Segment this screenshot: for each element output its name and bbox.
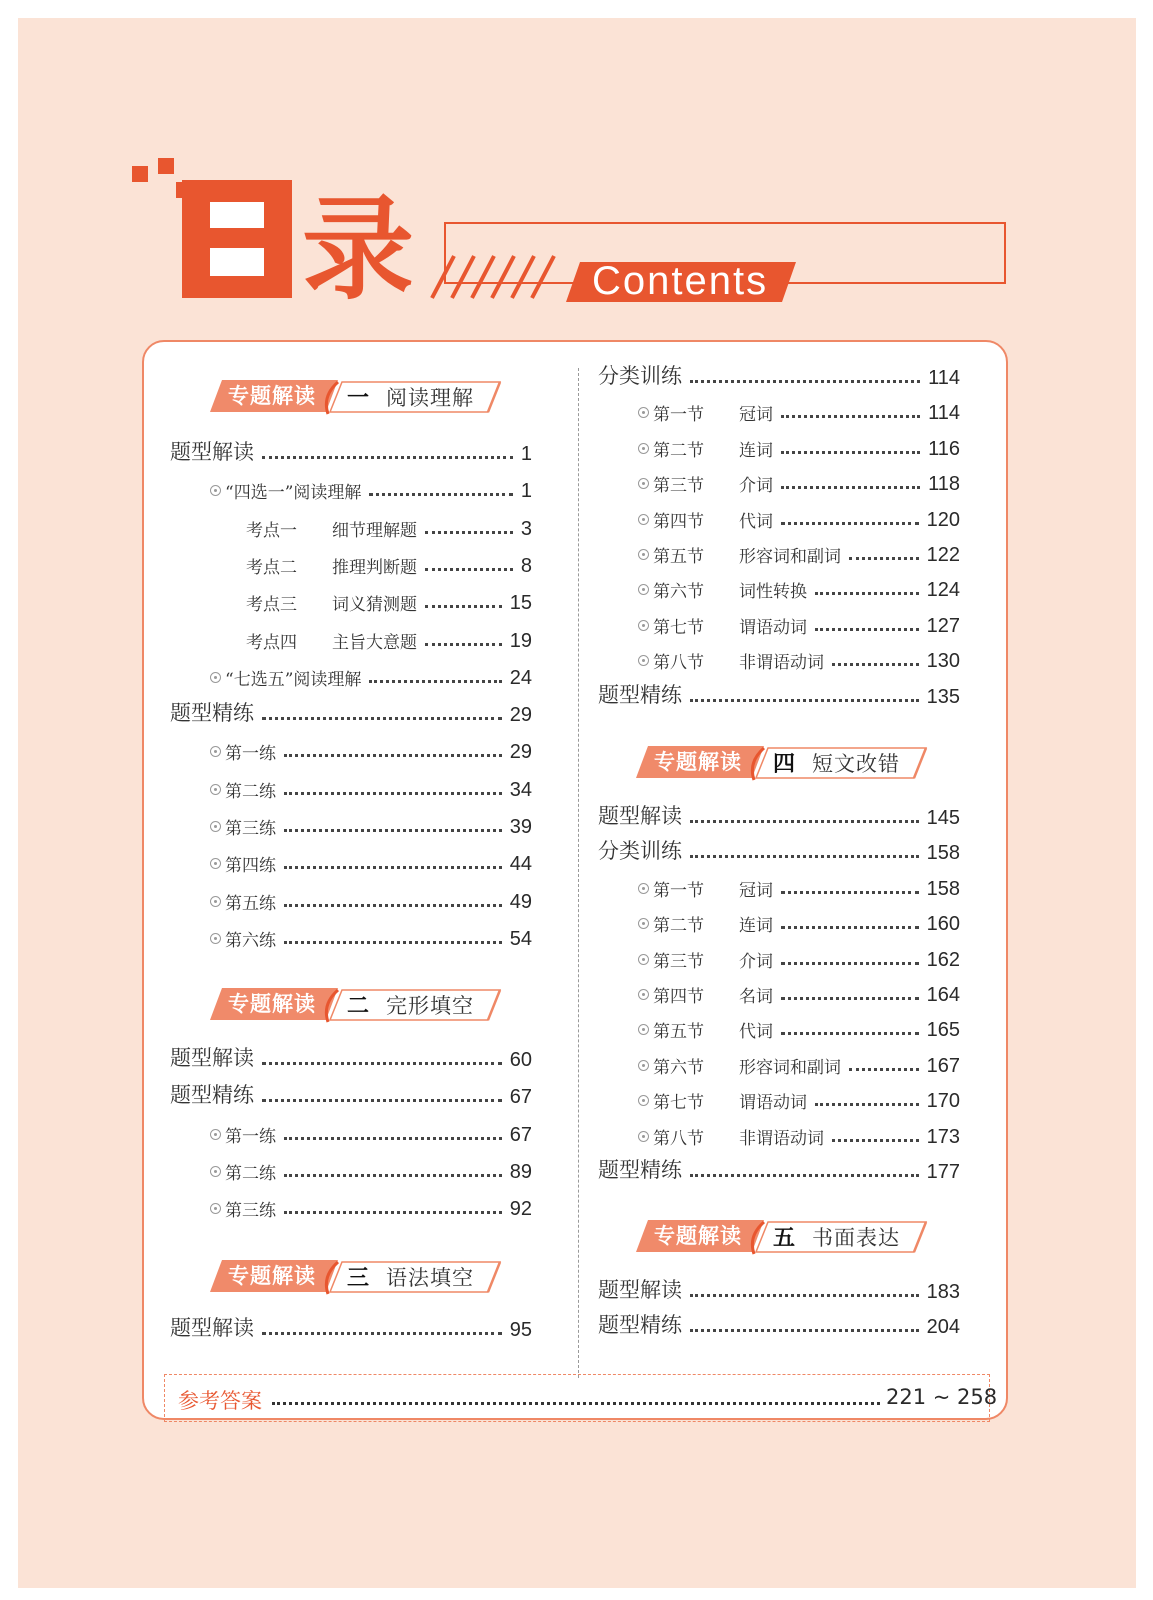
section-title[interactable]: 短文改错 [812, 752, 900, 776]
toc-entry-page: 170 [926, 1090, 960, 1113]
bullet-icon [210, 858, 221, 869]
column-divider [578, 368, 579, 1378]
toc-entry-label [210, 478, 361, 503]
dot-leader [690, 855, 919, 858]
toc-entry-prefix: 第三节 [653, 951, 704, 972]
dot-leader [781, 522, 919, 525]
toc-entry-label [246, 516, 417, 541]
toc-entry[interactable] [638, 643, 960, 673]
toc-entry-label [170, 1079, 254, 1109]
bullet-icon [210, 933, 221, 944]
bullet-icon [638, 989, 649, 1000]
toc-entry-page: 118 [928, 473, 960, 496]
toc-entry-page: 54 [509, 927, 532, 950]
toc-entry-label [210, 889, 276, 914]
toc-entry-page: 204 [926, 1316, 960, 1339]
dot-leader [815, 628, 919, 631]
bullet-icon [210, 1166, 221, 1177]
dot-leader [262, 1099, 502, 1102]
dot-leader [284, 904, 502, 907]
toc-entry-subtitle: 代词 [739, 511, 773, 532]
toc-entry-label [210, 777, 276, 802]
dot-leader [262, 717, 502, 720]
toc-entry-label [638, 507, 773, 532]
toc-entry-prefix: 考点四 [246, 632, 297, 653]
toc-entry-title: 题型精练 [598, 1158, 682, 1182]
toc-entry-page: 173 [926, 1125, 960, 1148]
toc-entry-title: 第四练 [225, 856, 276, 877]
bullet-icon [210, 485, 221, 496]
toc-entry-page: 164 [926, 984, 960, 1006]
dot-leader [815, 1103, 919, 1106]
toc-entry-page: 67 [509, 1086, 532, 1109]
toc-entry-page: 95 [509, 1319, 532, 1341]
toc-entry-page: 1 [520, 443, 532, 465]
toc-entry-title: 第六练 [225, 930, 276, 951]
dot-leader [690, 380, 920, 383]
bullet-icon [210, 672, 221, 683]
toc-entry[interactable] [598, 679, 960, 709]
bullet-icon [638, 918, 649, 929]
bullet-icon [638, 478, 649, 489]
toc-entry-page: 1 [520, 480, 532, 503]
toc-entry-label [638, 577, 807, 602]
toc-entry-prefix: 第二节 [653, 916, 704, 937]
dot-leader [849, 557, 919, 560]
bullet-icon [210, 746, 221, 757]
toc-entry-title: 第五练 [225, 893, 276, 914]
toc-entry[interactable] [598, 1274, 960, 1304]
toc-entry-label [246, 628, 417, 653]
decor-square [158, 158, 174, 174]
dot-leader [690, 1174, 919, 1177]
toc-entry[interactable] [638, 1083, 960, 1113]
toc-entry[interactable] [638, 906, 960, 936]
toc-entry[interactable] [170, 697, 532, 727]
toc-entry-prefix: 第二节 [653, 440, 704, 461]
toc-entry-page: 89 [509, 1160, 532, 1183]
toc-entry-label [638, 947, 773, 972]
toc-entry[interactable] [598, 360, 960, 390]
dot-leader [284, 1137, 502, 1140]
toc-entry-label [598, 1274, 682, 1304]
toc-entry-subtitle: 介词 [739, 951, 773, 972]
toc-entry-prefix: 第四节 [653, 987, 704, 1007]
toc-entry[interactable] [170, 436, 532, 466]
toc-entry-page: 162 [926, 948, 960, 971]
toc-entry-prefix: 考点二 [246, 557, 297, 578]
toc-entry-label [638, 1017, 773, 1042]
toc-entry-page: 67 [509, 1123, 532, 1146]
toc-entry-title: 题型解读 [598, 804, 682, 828]
dot-leader [781, 486, 920, 489]
toc-entry-label [210, 739, 276, 764]
dot-leader [284, 1174, 502, 1177]
toc-entry-subtitle: 非谓语动词 [739, 653, 824, 674]
dot-leader [690, 699, 919, 702]
toc-entry[interactable] [210, 846, 532, 876]
dot-leader [284, 866, 502, 869]
title-logo [182, 160, 422, 310]
section-number: 四 [772, 751, 795, 777]
dot-leader [369, 680, 501, 683]
toc-entry[interactable] [170, 1312, 532, 1342]
toc-entry-page: 177 [926, 1161, 960, 1183]
toc-entry-label [598, 679, 682, 709]
toc-entry-prefix: 第八节 [653, 653, 704, 674]
toc-entry-label [210, 851, 276, 876]
toc-entry-title: 题型精练 [170, 701, 254, 726]
toc-entry-page: 8 [520, 554, 532, 577]
toc-entry-title: 第二练 [225, 781, 276, 802]
dot-leader [425, 531, 513, 534]
toc-entry-label [210, 814, 276, 839]
dot-leader [284, 754, 502, 757]
dot-leader [284, 792, 502, 795]
toc-entry-label [638, 400, 773, 425]
bullet-icon [638, 514, 649, 525]
bullet-icon [210, 1129, 221, 1140]
toc-entry[interactable] [210, 734, 532, 764]
toc-entry-subtitle: 名词 [739, 987, 773, 1007]
toc-entry-label [638, 1088, 807, 1113]
toc-entry-page: 165 [926, 1019, 960, 1042]
toc-entry[interactable] [638, 537, 960, 567]
toc-entry-prefix: 第七节 [653, 617, 704, 638]
toc-entry-label [246, 553, 417, 578]
toc-entry-label [210, 926, 276, 951]
bullet-icon [210, 821, 221, 832]
toc-entry-prefix: 第五节 [653, 547, 704, 567]
toc-entry-prefix: 第六节 [653, 582, 704, 603]
toc-entry[interactable] [638, 466, 960, 496]
dot-leader [262, 1062, 502, 1065]
section-header [210, 376, 510, 418]
toc-entry-subtitle: 词性转换 [739, 582, 807, 603]
toc-entry-subtitle: 介词 [739, 476, 773, 497]
toc-entry-subtitle: 谓语动词 [739, 1093, 807, 1114]
toc-entry-page: 145 [926, 807, 960, 829]
toc-entry-label [170, 1312, 254, 1342]
toc-entry-title: 题型精练 [598, 682, 682, 707]
toc-entry-label [638, 1124, 824, 1149]
toc-entry-label [598, 835, 682, 865]
decor-square [132, 166, 148, 182]
toc-entry-title: 第二练 [225, 1163, 276, 1184]
toc-entry-label [638, 471, 773, 496]
toc-entry[interactable] [210, 1154, 532, 1184]
dot-leader [262, 1332, 502, 1335]
toc-entry-label [210, 1122, 276, 1147]
toc-entry-title: 题型解读 [170, 1046, 254, 1070]
dot-leader [832, 1139, 919, 1142]
bullet-icon [638, 1131, 649, 1142]
dot-leader [690, 1329, 919, 1332]
toc-entry[interactable] [638, 977, 960, 1007]
bullet-icon [638, 1024, 649, 1035]
dot-leader [690, 1294, 919, 1297]
toc-entry-page: 120 [926, 508, 960, 531]
toc-entry-subtitle: 形容词和副词 [739, 1057, 841, 1078]
toc-entry-label [638, 982, 773, 1007]
toc-entry-title: 题型解读 [170, 1316, 254, 1340]
bullet-icon [638, 954, 649, 965]
toc-entry[interactable] [210, 921, 532, 951]
section-title[interactable]: 阅读理解 [386, 386, 474, 410]
toc-entry-label [210, 665, 361, 690]
answers-label[interactable]: 参考答案 [178, 1389, 262, 1413]
toc-entry[interactable] [598, 1309, 960, 1339]
toc-entry-prefix: 第一节 [653, 880, 704, 901]
toc-entry-label [638, 648, 824, 673]
toc-entry-prefix: 第三节 [653, 476, 704, 497]
section-title[interactable]: 完形填空 [386, 994, 474, 1018]
toc-entry[interactable] [638, 1012, 960, 1042]
toc-entry-label [638, 542, 841, 567]
toc-entry-subtitle: 代词 [739, 1022, 773, 1043]
toc-entry-title: 分类训练 [598, 364, 682, 388]
toc-entry-label [598, 1309, 682, 1339]
toc-entry-label [638, 911, 773, 936]
section-header [636, 742, 936, 784]
toc-entry[interactable] [598, 800, 960, 830]
dot-leader [781, 415, 920, 418]
toc-entry-subtitle: 推理判断题 [332, 557, 417, 578]
toc-entry[interactable] [210, 884, 532, 914]
toc-entry-page: 29 [509, 704, 532, 727]
toc-entry-prefix: 第四节 [653, 511, 704, 532]
section-title[interactable]: 书面表达 [812, 1226, 900, 1250]
toc-entry[interactable] [246, 511, 532, 541]
toc-entry-subtitle: 主旨大意题 [332, 632, 417, 653]
toc-entry-prefix: 考点一 [246, 520, 297, 541]
toc-entry-label [210, 1159, 276, 1184]
section-number: 一 [346, 385, 369, 411]
toc-entry[interactable] [638, 608, 960, 638]
toc-entry-title: 题型解读 [598, 1278, 682, 1302]
toc-entry-page: 124 [926, 579, 960, 602]
section-number: 三 [346, 1265, 369, 1291]
toc-entry-page: 44 [509, 853, 532, 876]
bullet-icon [210, 784, 221, 795]
toc-entry-title: 第一练 [225, 1126, 276, 1147]
toc-entry-subtitle: 连词 [739, 916, 773, 937]
toc-entry-label [638, 1053, 841, 1078]
toc-entry-title: 第三练 [225, 1201, 276, 1222]
slash-decor [428, 252, 578, 302]
toc-entry[interactable] [638, 871, 960, 901]
toc-entry-prefix: 第八节 [653, 1128, 704, 1149]
dot-leader [781, 891, 919, 894]
bullet-icon [638, 584, 649, 595]
toc-entry[interactable] [210, 473, 532, 503]
toc-entry-page: 39 [509, 816, 532, 838]
toc-entry-page: 158 [926, 877, 960, 900]
section-number: 五 [772, 1225, 795, 1251]
dot-leader [284, 829, 502, 832]
toc-entry-page: 114 [928, 367, 960, 389]
toc-entry-prefix: 考点三 [246, 595, 297, 616]
title-en: Contents [592, 259, 769, 303]
toc-entry-subtitle: 冠词 [739, 880, 773, 901]
toc-entry-label [170, 697, 254, 727]
toc-entry-page: 92 [509, 1198, 532, 1221]
toc-entry-label [598, 360, 682, 390]
toc-entry-label [638, 436, 773, 461]
toc-entry-page: 15 [509, 592, 532, 615]
dot-leader [832, 663, 919, 666]
toc-entry[interactable] [246, 623, 532, 653]
toc-entry-label [170, 1042, 254, 1072]
toc-entry[interactable] [170, 1042, 532, 1072]
toc-entry-label [598, 1154, 682, 1184]
bullet-icon [638, 620, 649, 631]
toc-entry-page: 116 [928, 437, 960, 460]
bullet-icon [638, 1060, 649, 1071]
dot-leader [284, 1211, 502, 1214]
toc-entry[interactable] [638, 572, 960, 602]
dot-leader [849, 1068, 919, 1071]
toc-entry-subtitle: 细节理解题 [332, 520, 417, 541]
toc-entry-page: 19 [509, 629, 532, 652]
bullet-icon [210, 896, 221, 907]
dot-leader [262, 456, 513, 459]
section-tag: 专题解读 [228, 383, 316, 408]
toc-entry-label [246, 590, 417, 615]
toc-entry[interactable] [170, 1079, 532, 1109]
dot-leader [781, 997, 919, 1000]
bullet-icon [210, 1203, 221, 1214]
toc-entry-title: “四选一”阅读理解 [225, 483, 362, 504]
toc-entry-page: 60 [509, 1049, 532, 1071]
toc-entry-prefix: 第一节 [653, 405, 704, 426]
toc-entry-title: 第一练 [225, 744, 276, 765]
answers-page: 221 ~ 258 [886, 1385, 998, 1409]
toc-entry-page: 49 [509, 890, 532, 913]
toc-entry[interactable] [638, 1119, 960, 1149]
toc-entry-title: 分类训练 [598, 839, 682, 864]
section-header [210, 984, 510, 1026]
toc-entry[interactable] [210, 1191, 532, 1221]
toc-entry-page: 114 [928, 402, 960, 425]
toc-entry[interactable] [246, 585, 532, 615]
dot-leader [284, 941, 502, 944]
section-number: 二 [346, 993, 369, 1019]
toc-entry-prefix: 第六节 [653, 1057, 704, 1078]
toc-entry-page: 167 [926, 1054, 960, 1077]
toc-entry-label [210, 1196, 276, 1221]
bullet-icon [638, 443, 649, 454]
toc-entry[interactable] [210, 809, 532, 839]
toc-entry[interactable] [210, 660, 532, 690]
bullet-icon [638, 655, 649, 666]
toc-entry-page: 158 [926, 842, 960, 865]
toc-entry-title: 第三练 [225, 819, 276, 839]
section-title[interactable]: 语法填空 [386, 1266, 474, 1290]
toc-entry-page: 127 [926, 614, 960, 637]
toc-entry-prefix: 第七节 [653, 1093, 704, 1114]
toc-entry-title: 题型精练 [598, 1313, 682, 1338]
bullet-icon [638, 1095, 649, 1106]
toc-entry-subtitle: 冠词 [739, 405, 773, 426]
toc-entry-subtitle: 非谓语动词 [739, 1128, 824, 1149]
toc-entry-page: 29 [509, 741, 532, 764]
toc-entry-subtitle: 形容词和副词 [739, 547, 841, 567]
toc-entry-page: 183 [926, 1281, 960, 1303]
toc-entry-subtitle: 词义猜测题 [332, 595, 417, 616]
bullet-icon [638, 883, 649, 894]
dot-leader [781, 962, 919, 965]
section-tag: 专题解读 [228, 991, 316, 1016]
dot-leader [781, 926, 919, 929]
svg-text:录: 录 [302, 185, 414, 310]
toc-entry-subtitle: 连词 [739, 440, 773, 461]
dot-leader [369, 493, 512, 496]
dot-leader [425, 568, 513, 571]
dot-leader [815, 592, 919, 595]
dot-leader [690, 820, 919, 823]
dot-leader [425, 605, 502, 608]
toc-entry-title: “七选五”阅读理解 [225, 669, 362, 690]
toc-entry[interactable] [638, 502, 960, 532]
section-tag: 专题解读 [228, 1263, 316, 1288]
toc-entry-page: 160 [926, 913, 960, 936]
dot-leader [781, 451, 920, 454]
toc-entry-page: 122 [926, 544, 960, 566]
bullet-icon [638, 549, 649, 560]
toc-entry-prefix: 第五节 [653, 1022, 704, 1043]
toc-entry[interactable] [210, 1117, 532, 1147]
section-header [636, 1216, 936, 1258]
section-tag: 专题解读 [654, 1223, 742, 1248]
toc-entry-label [638, 613, 807, 638]
toc-entry-label [638, 876, 773, 901]
dot-leader [781, 1032, 919, 1035]
toc-entry-page: 34 [509, 778, 532, 801]
toc-entry[interactable] [598, 835, 960, 865]
toc-entry[interactable] [638, 395, 960, 425]
toc-entry-subtitle: 谓语动词 [739, 617, 807, 638]
toc-entry-label [598, 800, 682, 830]
toc-entry-title: 题型精练 [170, 1083, 254, 1108]
toc-entry[interactable] [638, 942, 960, 972]
toc-entry-title: 题型解读 [170, 440, 254, 464]
toc-entry[interactable] [638, 431, 960, 461]
dot-leader [272, 1384, 880, 1405]
toc-entry-page: 135 [926, 685, 960, 708]
toc-entry-page: 130 [926, 650, 960, 673]
toc-entry[interactable] [638, 1048, 960, 1078]
toc-entry[interactable] [598, 1154, 960, 1184]
toc-entry-label [170, 436, 254, 466]
bullet-icon [638, 407, 649, 418]
section-tag: 专题解读 [654, 749, 742, 774]
section-header [210, 1256, 510, 1298]
toc-entry[interactable] [246, 548, 532, 578]
toc-entry-page: 3 [520, 517, 532, 540]
toc-entry-page: 24 [509, 666, 532, 689]
toc-entry[interactable] [210, 772, 532, 802]
dot-leader [425, 643, 502, 646]
